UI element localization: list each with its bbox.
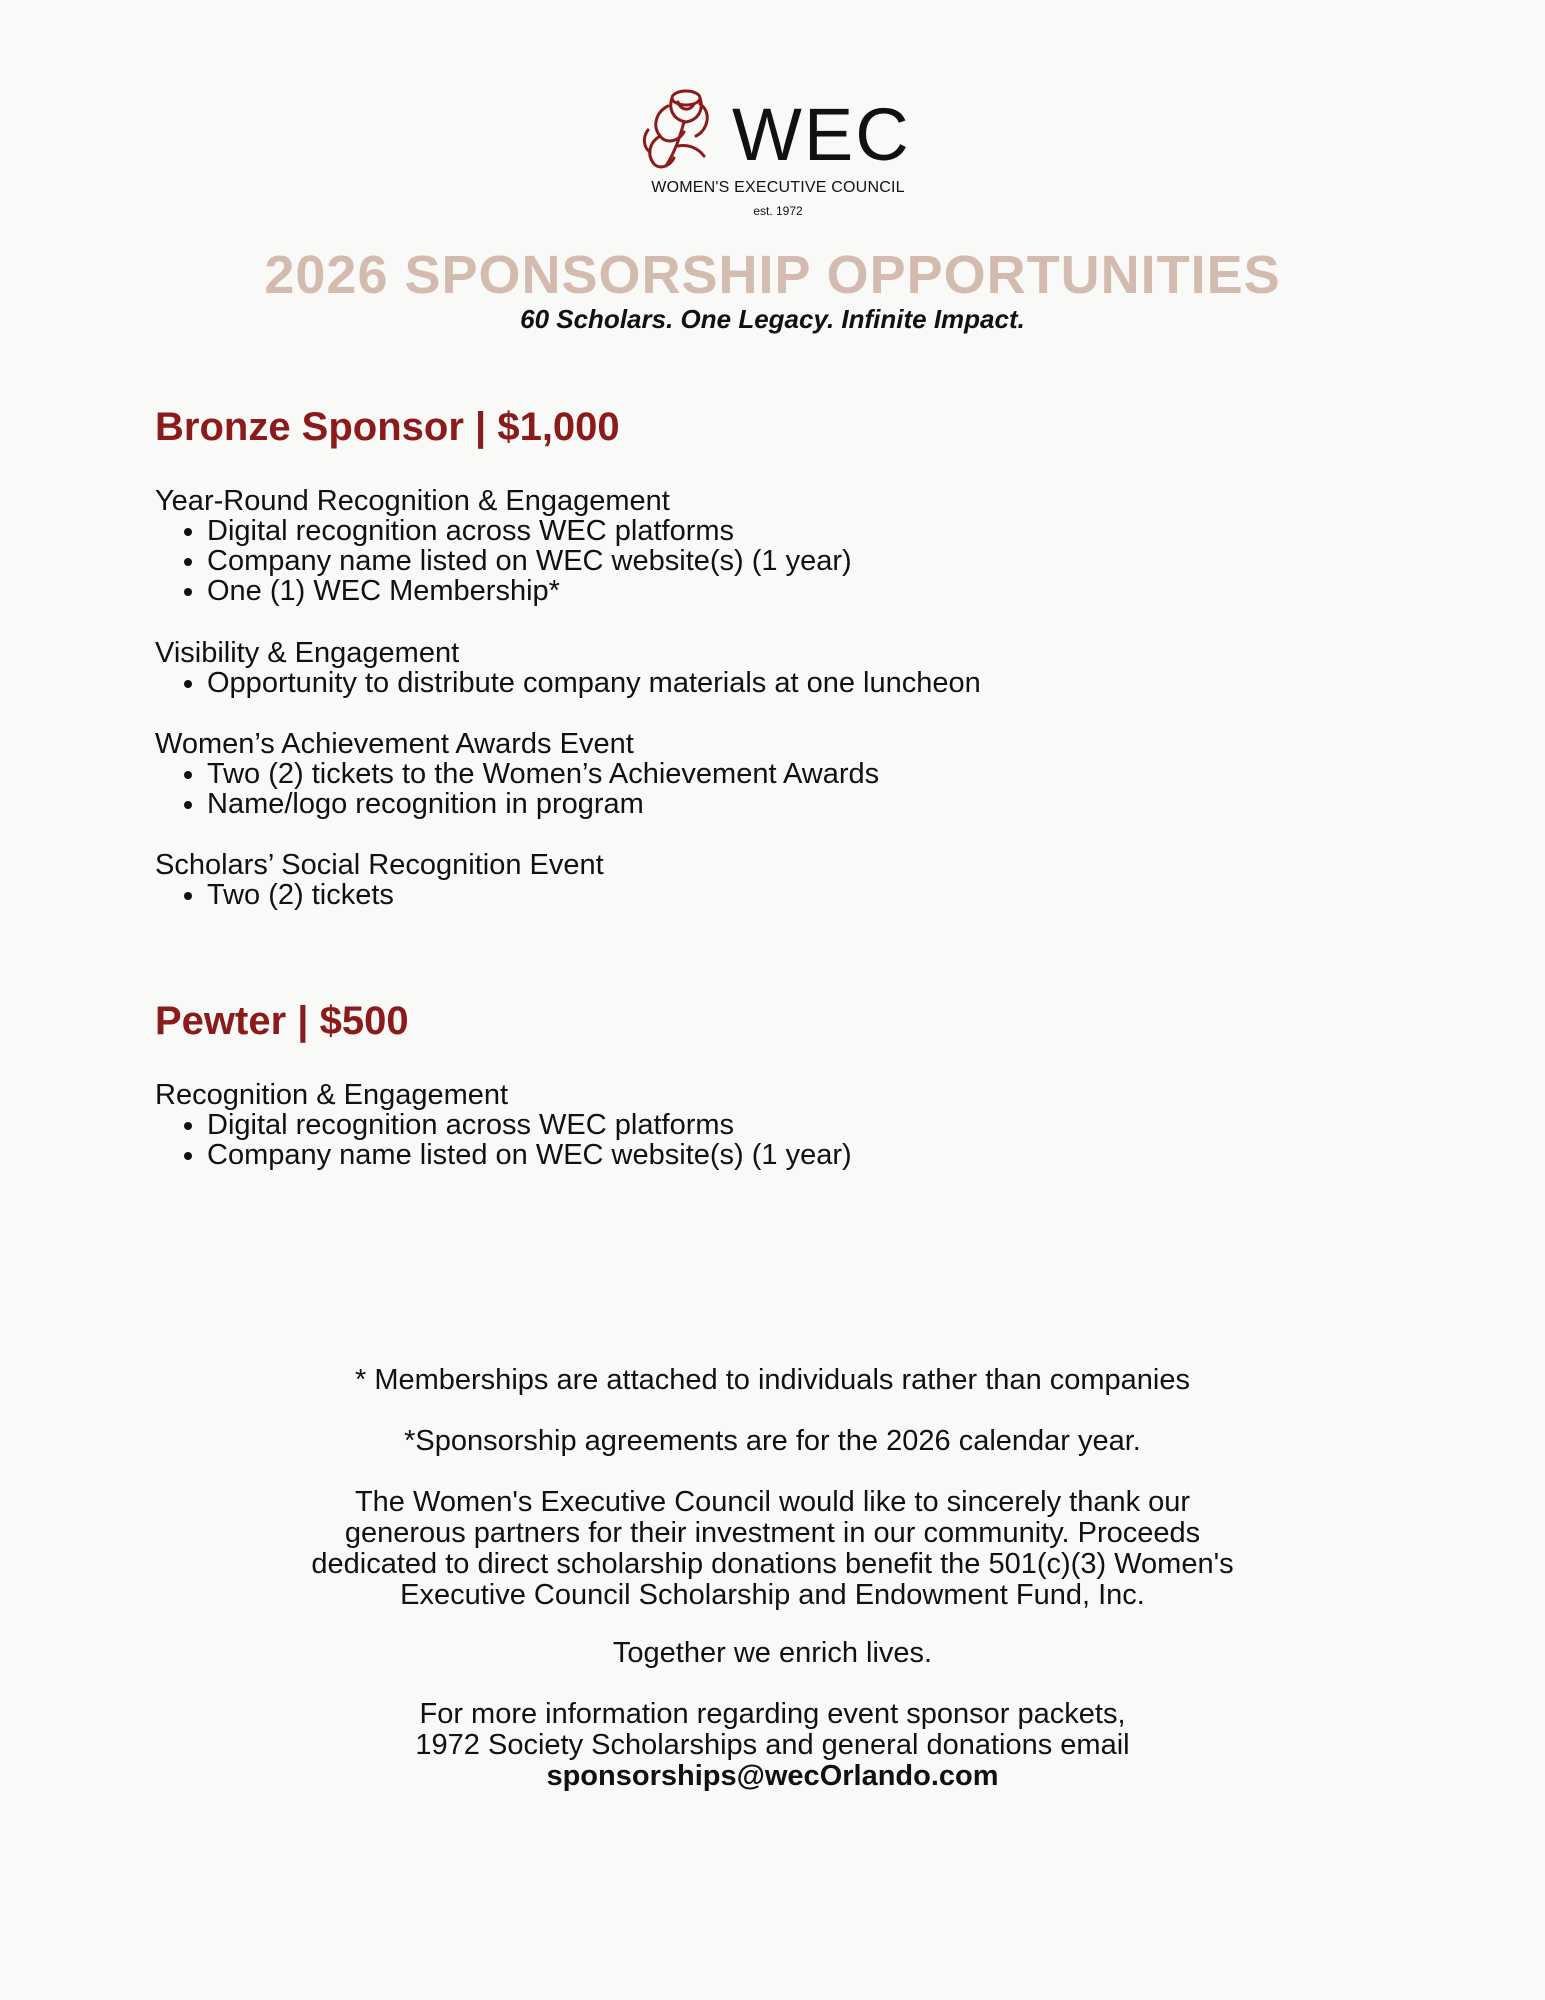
list-item: • Company name listed on WEC website(s) (1 year) <box>207 546 1405 576</box>
list-item: • Two (2) tickets to the Women’s Achievement Awards <box>207 759 1405 789</box>
list-item: • Two (2) tickets <box>207 880 1405 910</box>
section-recognition <box>155 1080 1405 1170</box>
thanks-line: generous partners for their investment in our community. Proceeds <box>344 1517 1201 1549</box>
tier-heading-pewter: Pewter | $500 <box>155 999 409 1043</box>
section-year-round <box>155 486 1405 606</box>
thanks-paragraph <box>0 1487 1545 1611</box>
section-visibility <box>155 638 1405 698</box>
benefit-list <box>155 668 1405 698</box>
thanks-line: Executive Council Scholarship and Endowment Fund, Inc. <box>400 1579 1145 1611</box>
rose-icon <box>638 86 728 178</box>
tier-heading-bronze: Bronze Sponsor | $1,000 <box>155 405 620 449</box>
together-line: Together we enrich lives. <box>612 1637 933 1669</box>
thanks-line: dedicated to direct scholarship donations benefit the 501(c)(3) Women's <box>311 1548 1234 1580</box>
section-title: Women’s Achievement Awards Event <box>155 728 634 760</box>
list-item: • Name/logo recognition in program <box>207 789 1405 819</box>
section-title: Recognition & Engagement <box>155 1079 509 1111</box>
contact-line: 1972 Society Scholarships and general donations email <box>415 1729 1130 1761</box>
page-title: 2026 SPONSORSHIP OPPORTUNITIES <box>264 245 1281 305</box>
section-title: Year-Round Recognition & Engagement <box>155 485 670 517</box>
contact-line: For more information regarding event sponsor packets, <box>419 1698 1126 1730</box>
logo-established: est. 1972 <box>753 204 803 218</box>
list-item: • Opportunity to distribute company materials at one luncheon <box>207 668 1405 698</box>
logo-wordmark: WEC <box>732 93 911 176</box>
benefit-list <box>155 1110 1405 1170</box>
list-item: • Company name listed on WEC website(s) (1 year) <box>207 1140 1405 1170</box>
page-tagline: 60 Scholars. One Legacy. Infinite Impact. <box>520 304 1025 334</box>
benefit-list <box>155 759 1405 819</box>
list-item: • Digital recognition across WEC platforms <box>207 516 1405 546</box>
list-item: • One (1) WEC Membership* <box>207 576 1405 606</box>
wec-logo <box>638 86 918 226</box>
section-scholars-social <box>155 850 1405 910</box>
benefit-list <box>155 516 1405 606</box>
section-achievement-awards <box>155 729 1405 819</box>
section-title: Visibility & Engagement <box>155 637 460 669</box>
thanks-line: The Women's Executive Council would like to sincerely thank our <box>354 1486 1191 1518</box>
agreement-note: *Sponsorship agreements are for the 2026 calendar year. <box>404 1425 1141 1457</box>
contact-email-link[interactable]: sponsorships@wecOrlando.com <box>546 1760 999 1792</box>
logo-subtitle: WOMEN'S EXECUTIVE COUNCIL <box>651 179 905 196</box>
contact-paragraph <box>0 1699 1545 1792</box>
section-title: Scholars’ Social Recognition Event <box>155 849 604 881</box>
membership-note: * Memberships are attached to individuals rather than companies <box>354 1364 1190 1396</box>
benefit-list <box>155 880 1405 910</box>
list-item: • Digital recognition across WEC platforms <box>207 1110 1405 1140</box>
